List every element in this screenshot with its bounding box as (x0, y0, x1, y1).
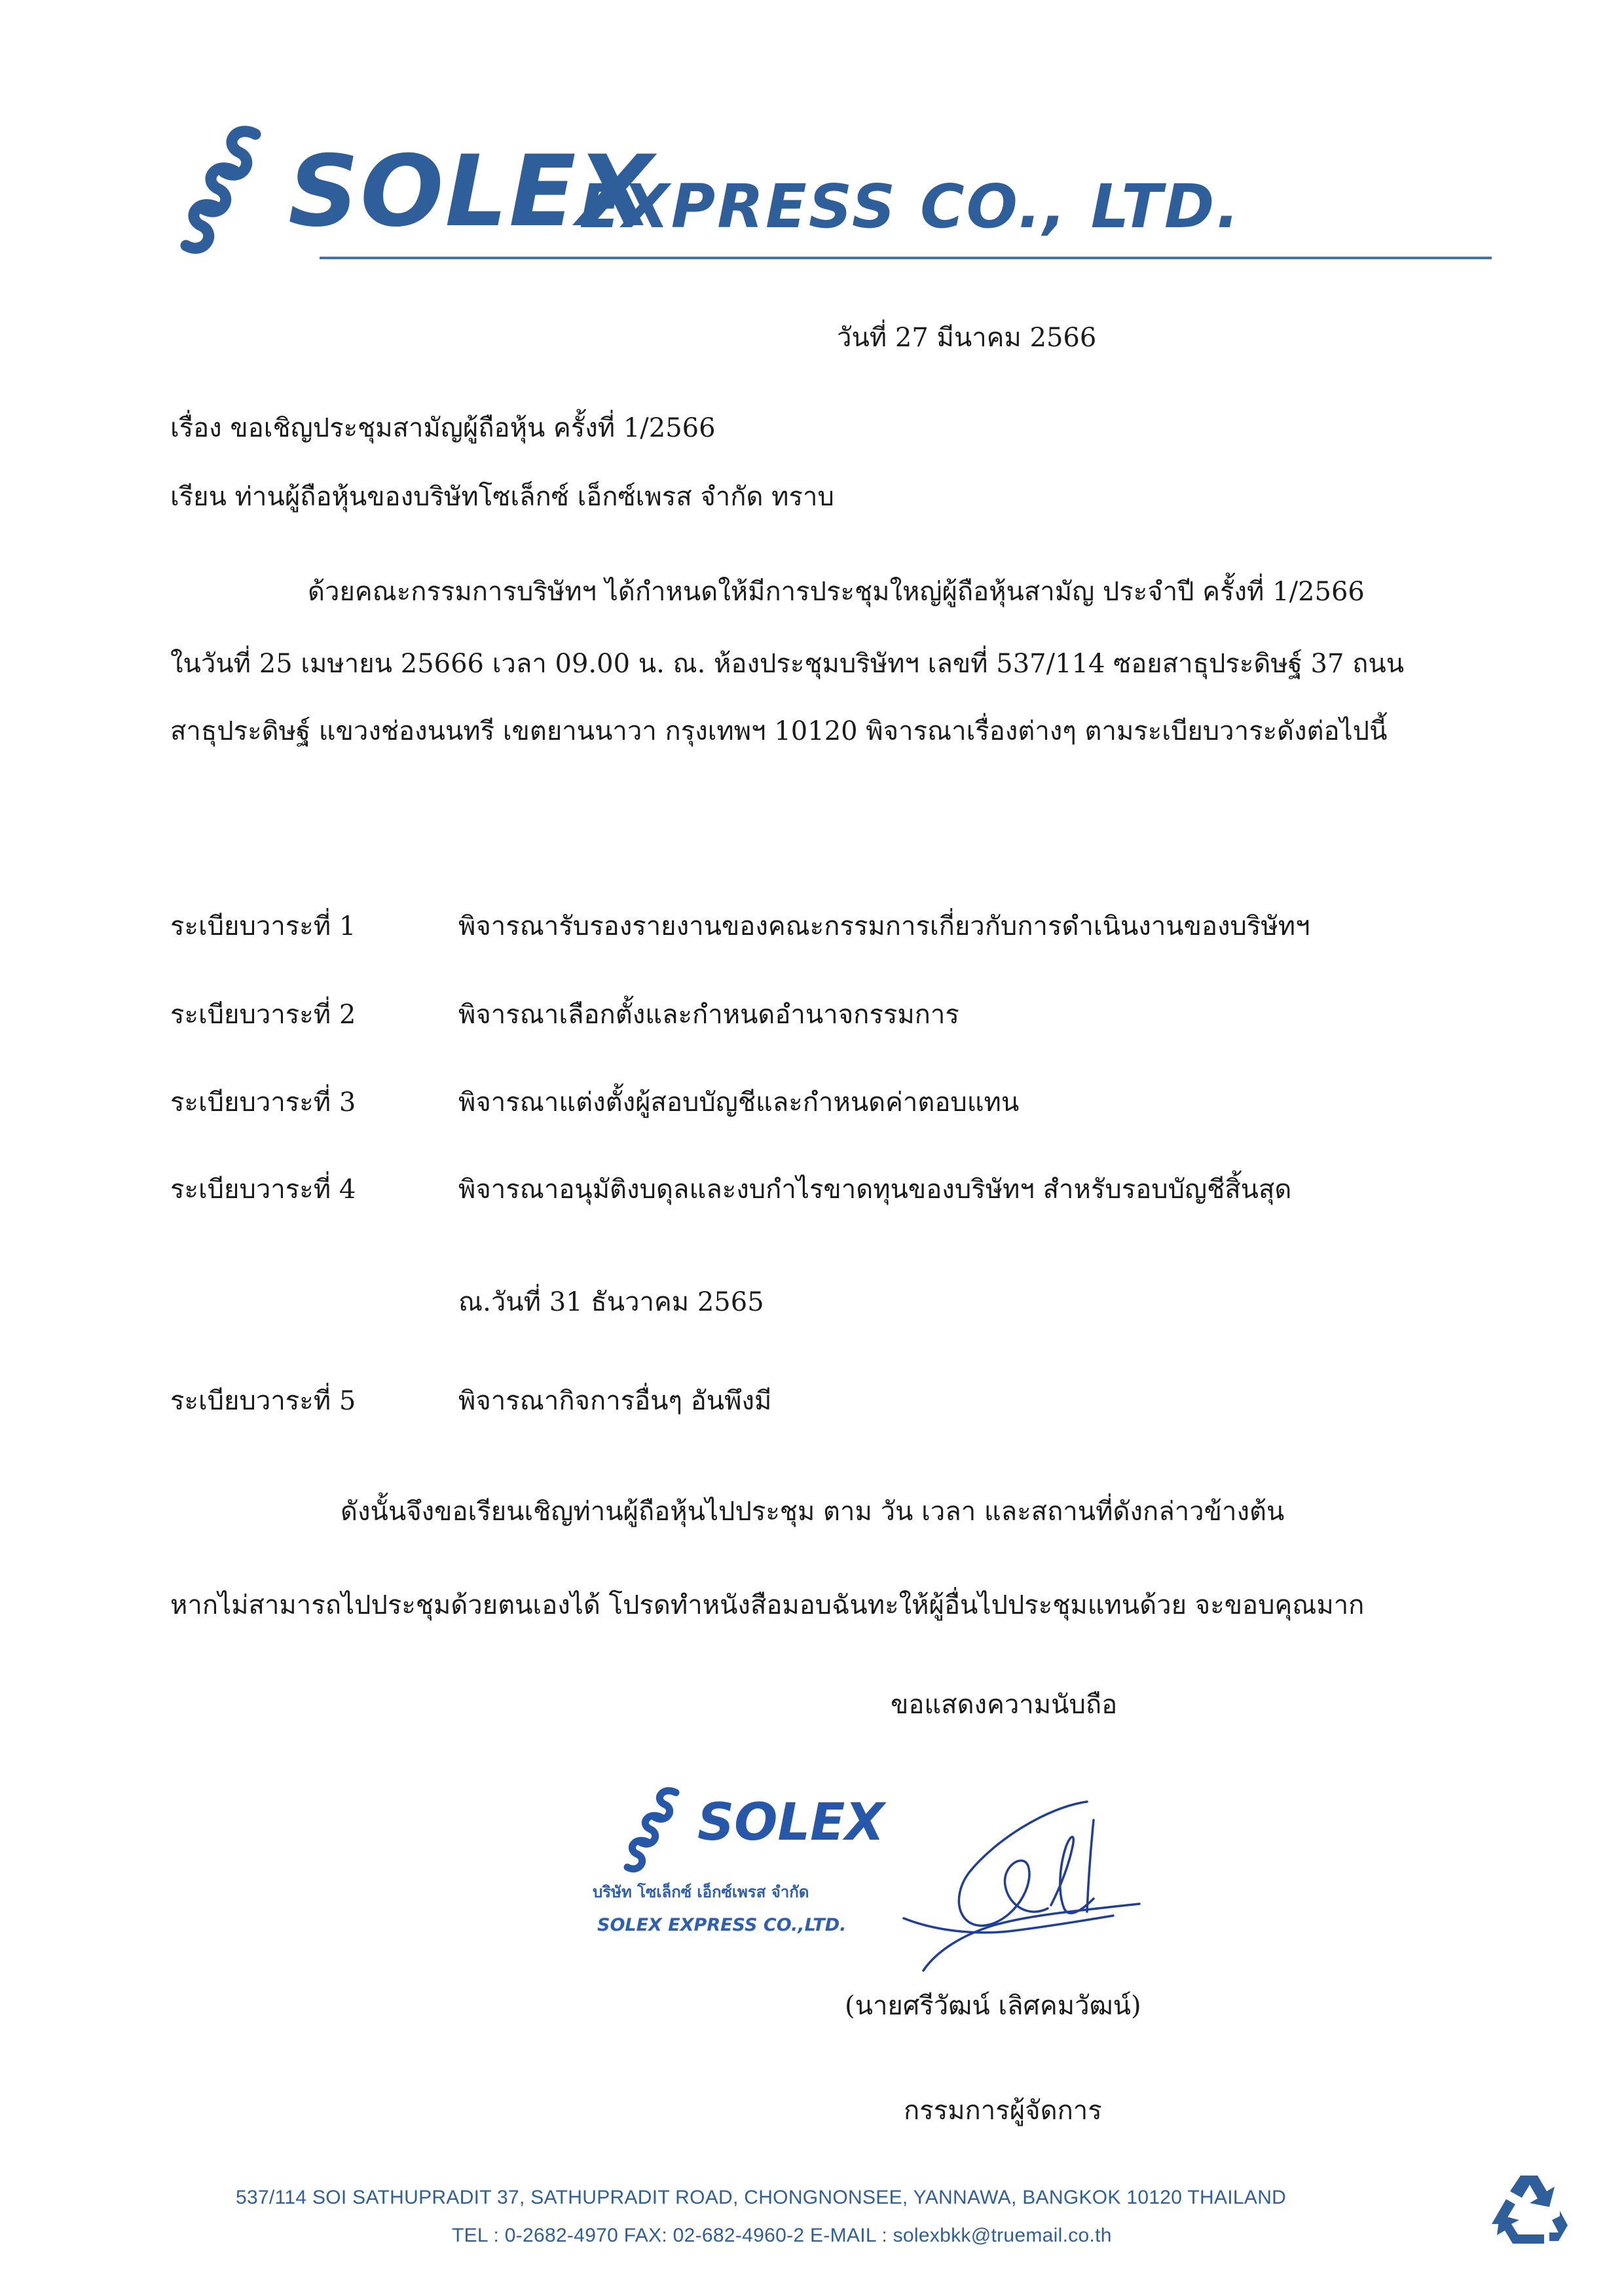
agenda-label-1: ระเบียบวาระที่ 1 (170, 911, 356, 941)
agenda-text-4-continuation: ณ.วันที่ 31 ธันวาคม 2565 (458, 1287, 764, 1317)
paragraph-line: ในวันที่ 25 เมษายน 25666 เวลา 09.00 น. ณ. ห้องประชุมบริษัทฯ เลขที่ 537/114 ซอยสาธุประดิษฐ์ 37 ถนน (170, 649, 1405, 679)
solex-logo-icon (172, 115, 283, 272)
recycle-icon (1486, 2170, 1572, 2249)
signature (897, 1794, 1146, 1984)
footer-address: 537/114 SOI SATHUPRADIT 37, SATHUPRADIT ROAD, CHONGNONSEE, YANNAWA, BANGKOK 10120 THAILAND (236, 2187, 1287, 2208)
agenda-text-1: พิจารณารับรองรายงานของคณะกรรมการเกี่ยวกับการดำเนินงานของบริษัทฯ (458, 911, 1310, 941)
stamp-logo-icon (616, 1779, 694, 1878)
company-suffix: EXPRESS CO., LTD. (580, 172, 1242, 242)
signer-name: (นายศรีวัฒน์ เลิศคมวัฒน์) (845, 1991, 1141, 2021)
agenda-text-5: พิจารณากิจการอื่นๆ อันพึงมี (458, 1386, 772, 1416)
paragraph-line: ด้วยคณะกรรมการบริษัทฯ ได้กำหนดให้มีการประชุมใหญ่ผู้ถือหุ้นสามัญ ประจำปี ครั้งที่ 1/2566 (308, 577, 1365, 607)
letter-date: วันที่ 27 มีนาคม 2566 (837, 323, 1097, 353)
paragraph-line: สาธุประดิษฐ์ แขวงช่องนนทรี เขตยานนาวา กรุงเทพฯ 10120 พิจารณาเรื่องต่างๆ ตามระเบียบวาระดังต่อไปนี้ (170, 716, 1388, 746)
agenda-label-3: ระเบียบวาระที่ 3 (170, 1087, 356, 1118)
agenda-text-3: พิจารณาแต่งตั้งผู้สอบบัญชีและกำหนดค่าตอบแทน (458, 1087, 1020, 1118)
stamp-english-name: SOLEX EXPRESS CO.,LTD. (597, 1915, 847, 1935)
company-logo-text: SOLEX (288, 135, 655, 249)
letter-recipient: เรียน ท่านผู้ถือหุ้นของบริษัทโซเล็กซ์ เอ็กซ์เพรส จำกัด ทราบ (170, 482, 834, 512)
regards: ขอแสดงความนับถือ (891, 1690, 1118, 1720)
header-divider (320, 257, 1492, 259)
agenda-label-2: ระเบียบวาระที่ 2 (170, 1000, 356, 1030)
agenda-text-2: พิจารณาเลือกตั้งและกำหนดอำนาจกรรมการ (458, 1000, 959, 1030)
stamp-name: SOLEX (697, 1793, 885, 1852)
agenda-label-4: ระเบียบวาระที่ 4 (170, 1175, 356, 1205)
letter-subject: เรื่อง ขอเชิญประชุมสามัญผู้ถือหุ้น ครั้งที่ 1/2566 (170, 413, 716, 443)
closing-line: ดังนั้นจึงขอเรียนเชิญท่านผู้ถือหุ้นไปประชุม ตาม วัน เวลา และสถานที่ดังกล่าวข้างต้น (341, 1497, 1285, 1527)
agenda-label-5: ระเบียบวาระที่ 5 (170, 1386, 356, 1416)
footer-contact: TEL : 0-2682-4970 FAX: 02-682-4960-2 E-MAIL : solexbkk@truemail.co.th (452, 2225, 1112, 2246)
signer-title: กรรมการผู้จัดการ (904, 2096, 1102, 2126)
closing-line: หากไม่สามารถไปประชุมด้วยตนเองได้ โปรดทำหนังสือมอบฉันทะให้ผู้อื่นไปประชุมแทนด้วย จะขอบคุณมาก (170, 1590, 1365, 1620)
stamp-thai-name: บริษัท โซเล็กซ์ เอ็กซ์เพรส จำกัด (593, 1883, 809, 1901)
agenda-text-4: พิจารณาอนุมัติงบดุลและงบกำไรขาดทุนของบริษัทฯ สำหรับรอบบัญชีสิ้นสุด (458, 1175, 1292, 1205)
